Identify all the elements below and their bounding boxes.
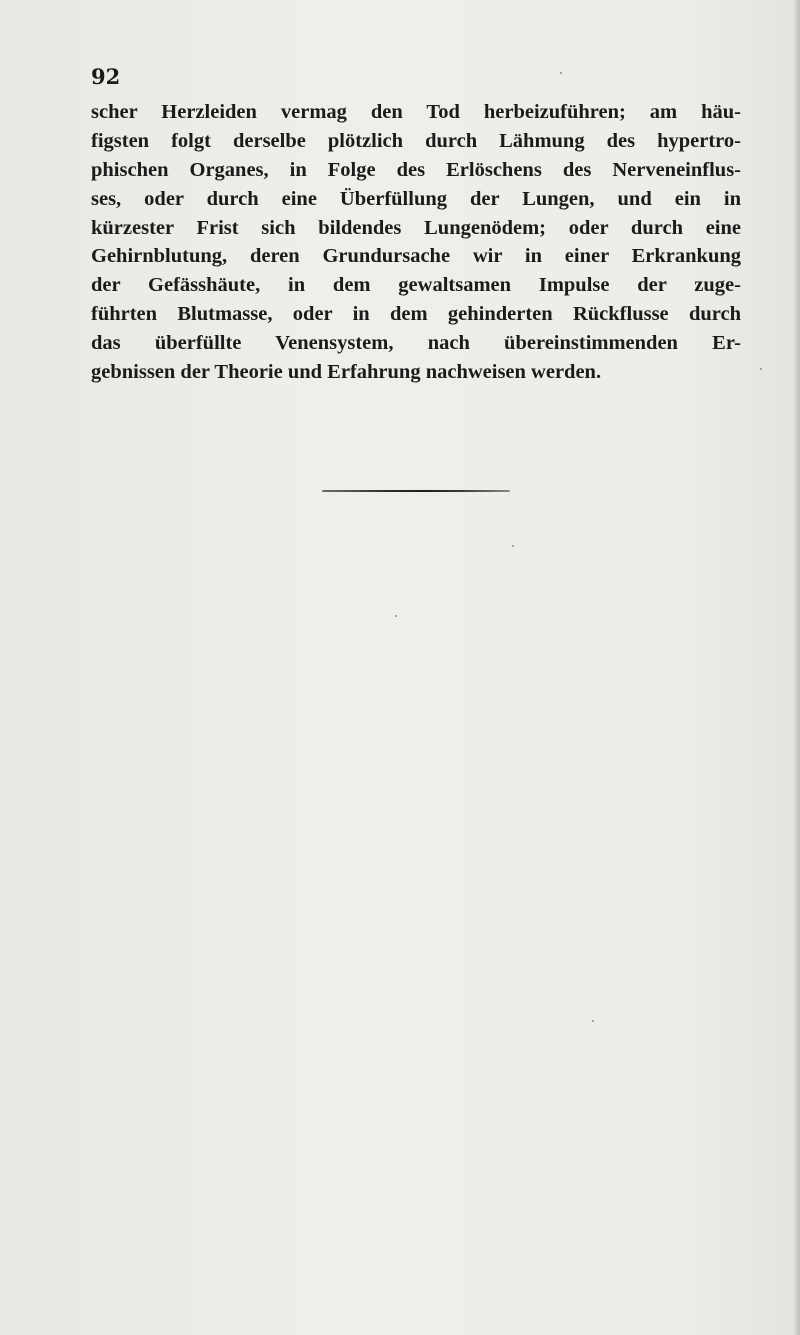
text-line: phischen Organes, in Folge des Erlöschens des Nerveneinflus- <box>91 158 741 181</box>
text-line: der Gefässhäute, in dem gewaltsamen Impulse der zuge- <box>91 274 741 297</box>
paper-speck <box>592 1020 594 1022</box>
page-number: 92 <box>91 64 121 89</box>
page-edge-shadow <box>793 0 800 1335</box>
text-line: ses, oder durch eine Überfüllung der Lungen, und ein in <box>91 187 741 210</box>
body-text <box>91 98 741 387</box>
text-line: das überfüllte Venensystem, nach übereinstimmenden Er- <box>91 332 741 355</box>
paper-speck <box>512 545 514 547</box>
text-line: figsten folgt derselbe plötzlich durch Lähmung des hypertro- <box>91 129 741 152</box>
text-line-last: gebnissen der Theorie und Erfahrung nachweisen werden. <box>91 361 602 384</box>
text-line: führten Blutmasse, oder in dem gehinderten Rückflusse durch <box>91 303 741 326</box>
text-line: Gehirnblutung, deren Grundursache wir in einer Erkrankung <box>91 245 741 268</box>
text-line: kürzester Frist sich bildendes Lungenödem; oder durch eine <box>91 216 741 239</box>
paper-speck <box>760 368 762 370</box>
paper-speck <box>395 615 397 617</box>
paper-speck <box>560 72 562 74</box>
section-divider-rule <box>322 490 510 492</box>
text-line: scher Herzleiden vermag den Tod herbeizuführen; am häu- <box>91 101 741 123</box>
